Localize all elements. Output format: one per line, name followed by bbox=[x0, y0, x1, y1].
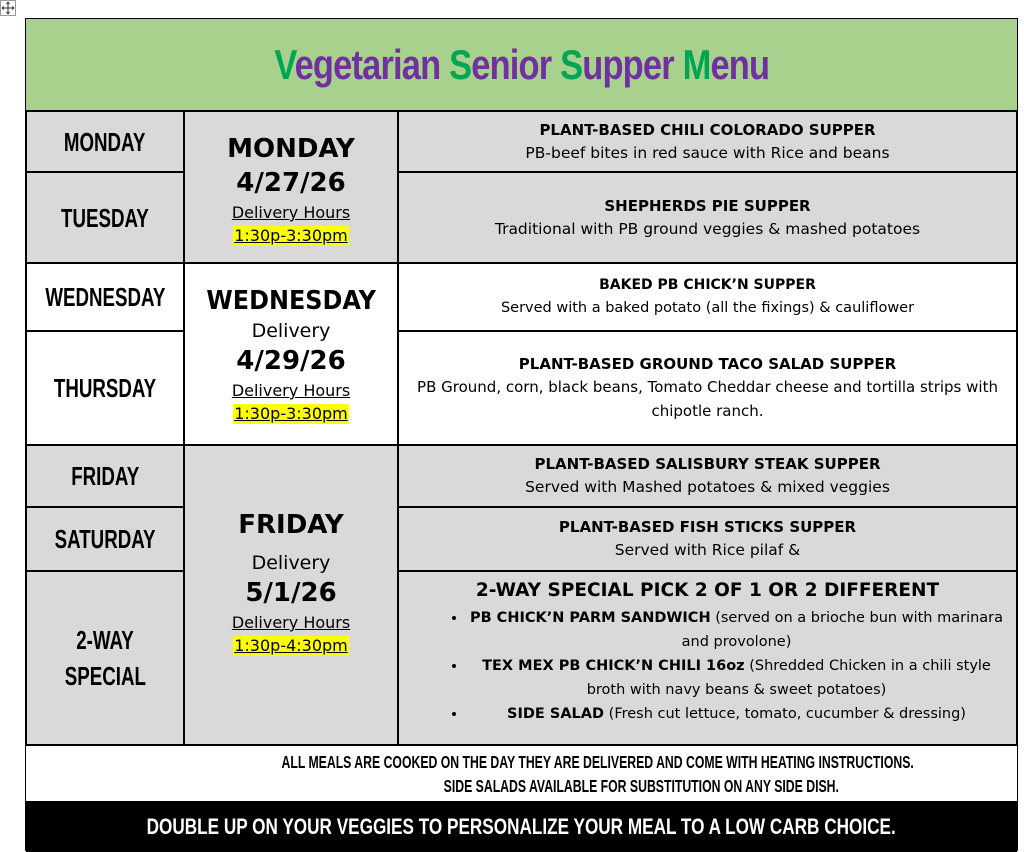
delivery-day: WEDNESDAY bbox=[206, 286, 376, 316]
delivery-date: 4/27/26 bbox=[236, 168, 346, 198]
page-title bbox=[274, 41, 769, 89]
title-letter: M bbox=[682, 40, 711, 88]
delivery-hours-value: 1:30p-4:30pm bbox=[234, 636, 348, 655]
special-item-desc: (Fresh cut lettuce, tomato, cucumber & dressing) bbox=[604, 706, 966, 722]
title-word: egetarian bbox=[294, 40, 441, 88]
day-label: SATURDAY bbox=[54, 524, 156, 554]
special-item-name: SIDE SALAD bbox=[507, 706, 605, 722]
meal-description: Served with a baked potato (all the fixings) & cauliflower bbox=[500, 300, 915, 316]
notes-section bbox=[26, 745, 1017, 801]
delivery-hours-label: Delivery Hours bbox=[231, 613, 351, 632]
meal-title: PLANT-BASED CHILI COLORADO SUPPER bbox=[539, 120, 876, 139]
meal-title: BAKED PB CHICK’N SUPPER bbox=[599, 277, 816, 293]
delivery-cell-monday bbox=[184, 111, 398, 263]
meal-title: SHEPHERDS PIE SUPPER bbox=[604, 196, 811, 215]
day-cell-friday bbox=[26, 445, 184, 507]
title-letter: S bbox=[448, 40, 471, 88]
meal-description: PB-beef bites in red sauce with Rice and beans bbox=[525, 143, 890, 162]
note-line: ALL MEALS ARE COOKED ON THE DAY THEY ARE DELIVERED AND COME WITH HEATING INSTRUCTIONS. bbox=[281, 752, 914, 772]
day-cell-thursday bbox=[26, 331, 184, 445]
delivery-cell-friday bbox=[184, 445, 398, 745]
meal-cell-wednesday bbox=[398, 263, 1017, 331]
meal-title: PLANT-BASED GROUND TACO SALAD SUPPER bbox=[518, 355, 897, 373]
title-word: enu bbox=[710, 40, 769, 88]
day-label: FRIDAY bbox=[71, 461, 139, 491]
delivery-hours-label: Delivery Hours bbox=[231, 381, 351, 400]
delivery-label: Delivery bbox=[251, 552, 331, 574]
meal-title: PLANT-BASED FISH STICKS SUPPER bbox=[558, 518, 857, 536]
special-item-name: TEX MEX PB CHICK’N CHILI 16oz bbox=[482, 658, 745, 674]
special-list bbox=[409, 606, 1006, 726]
day-label: WEDNESDAY bbox=[45, 282, 165, 312]
delivery-hours-value: 1:30p-3:30pm bbox=[234, 404, 348, 423]
meal-cell-special bbox=[398, 571, 1017, 745]
footer-banner bbox=[26, 801, 1017, 852]
footer-text: DOUBLE UP ON YOUR VEGGIES TO PERSONALIZE YOUR MEAL TO A LOW CARB CHOICE. bbox=[146, 813, 897, 839]
day-cell-special bbox=[26, 571, 184, 745]
delivery-hours-label: Delivery Hours bbox=[231, 203, 351, 222]
meal-cell-monday bbox=[398, 111, 1017, 172]
meal-cell-thursday bbox=[398, 331, 1017, 445]
title-letter: V bbox=[274, 40, 295, 88]
meal-cell-saturday bbox=[398, 507, 1017, 571]
meal-description: Traditional with PB ground veggies & mashed potatoes bbox=[494, 219, 921, 238]
meal-description: Served with Rice pilaf & bbox=[614, 541, 801, 559]
special-item-name: PB CHICK’N PARM SANDWICH bbox=[469, 610, 711, 626]
day-cell-saturday bbox=[26, 507, 184, 571]
title-word: upper bbox=[581, 40, 674, 88]
delivery-cell-wednesday bbox=[184, 263, 398, 445]
delivery-label: Delivery bbox=[251, 320, 331, 342]
special-heading: 2-WAY SPECIAL PICK 2 OF 1 OR 2 DIFFERENT bbox=[475, 580, 940, 601]
title-word: enior bbox=[470, 40, 552, 88]
special-item bbox=[467, 702, 1006, 726]
day-cell-tuesday bbox=[26, 172, 184, 263]
special-item-desc: (Shredded Chicken in a chili style broth with navy beans & sweet potatoes) bbox=[586, 658, 991, 698]
meal-title: PLANT-BASED SALISBURY STEAK SUPPER bbox=[534, 455, 881, 473]
day-cell-monday bbox=[26, 111, 184, 172]
meal-cell-friday bbox=[398, 445, 1017, 507]
menu-table bbox=[25, 18, 1018, 851]
title-letter: S bbox=[559, 40, 582, 88]
day-label: 2-WAY bbox=[76, 625, 134, 655]
delivery-day: MONDAY bbox=[227, 134, 355, 164]
delivery-hours-value: 1:30p-3:30pm bbox=[234, 226, 348, 245]
day-label: SPECIAL bbox=[64, 661, 146, 691]
title-banner bbox=[26, 19, 1017, 111]
special-item-desc: (served on a brioche bun with marinara and provolone) bbox=[681, 610, 1004, 650]
delivery-day: FRIDAY bbox=[238, 510, 344, 540]
delivery-date: 5/1/26 bbox=[245, 578, 337, 608]
day-label: THURSDAY bbox=[53, 373, 157, 403]
day-cell-wednesday bbox=[26, 263, 184, 331]
special-item bbox=[467, 654, 1006, 702]
note-line: SIDE SALADS AVAILABLE FOR SUBSTITUTION ON ANY SIDE DISH. bbox=[443, 776, 840, 796]
meal-description: Served with Mashed potatoes & mixed veggies bbox=[525, 478, 890, 496]
meal-cell-tuesday bbox=[398, 172, 1017, 263]
table-move-handle-icon[interactable] bbox=[0, 0, 16, 16]
day-label: TUESDAY bbox=[61, 202, 149, 233]
meal-description: PB Ground, corn, black beans, Tomato Cheddar cheese and tortilla strips with chipotle ranch. bbox=[417, 378, 998, 420]
day-label: MONDAY bbox=[64, 126, 146, 157]
delivery-date: 4/29/26 bbox=[236, 346, 346, 376]
special-item bbox=[467, 606, 1006, 654]
